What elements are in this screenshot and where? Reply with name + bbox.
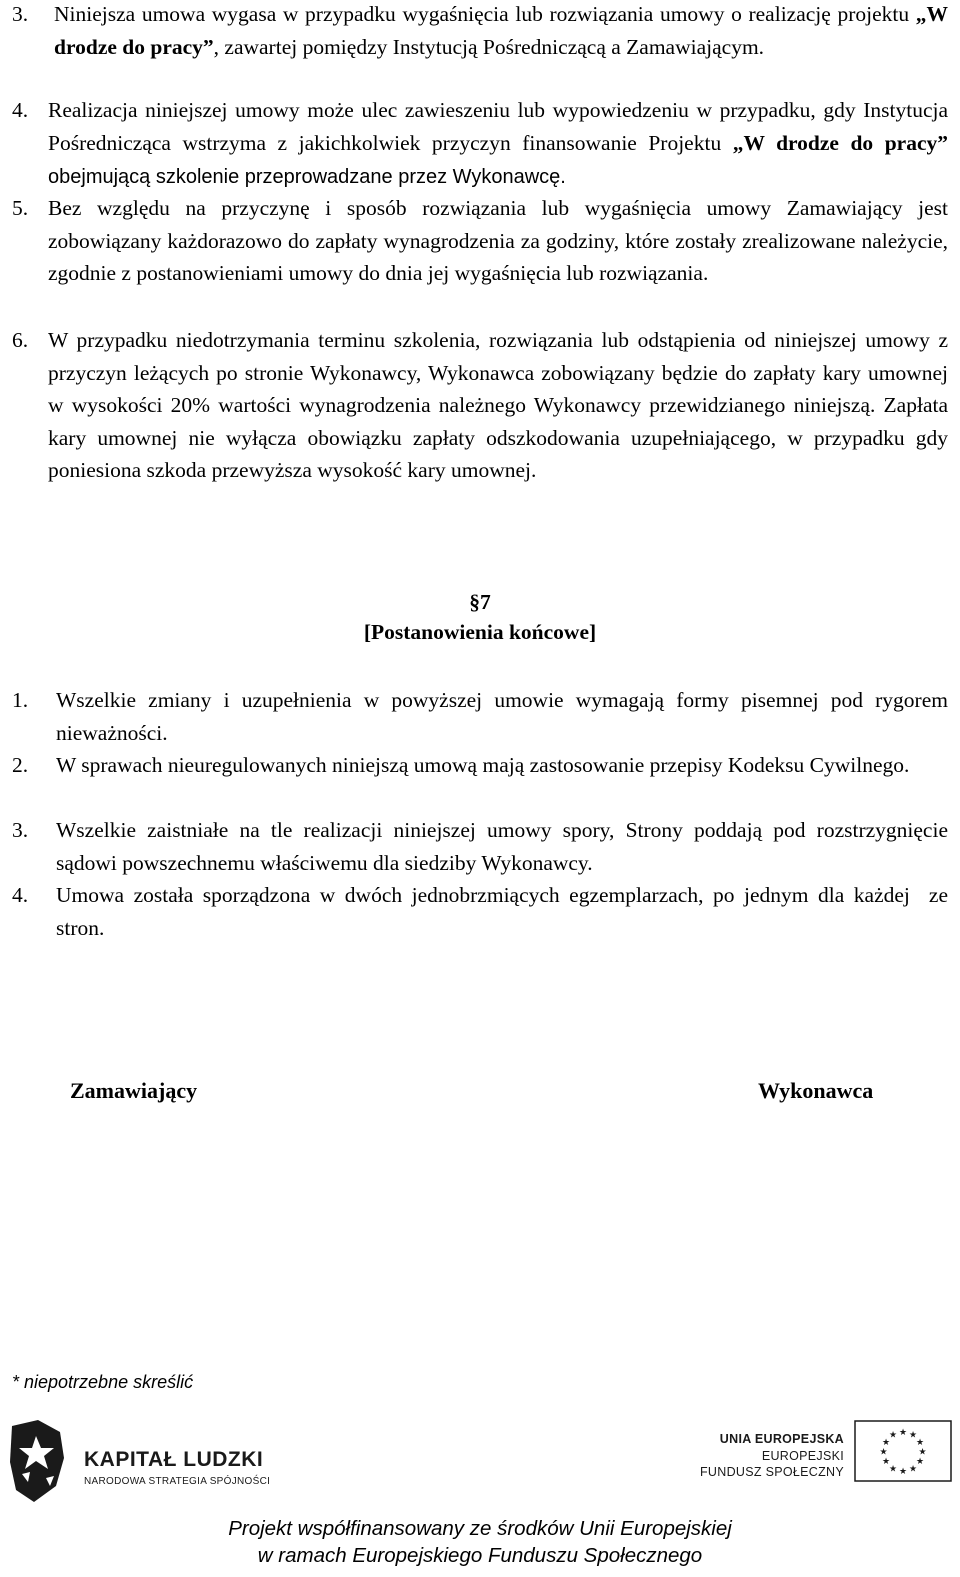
project-name: „W drodze do pracy” — [732, 130, 948, 155]
svg-text:★: ★ — [908, 1464, 918, 1475]
kapital-ludzki-subtitle: NARODOWA STRATEGIA SPÓJNOŚCI — [84, 1476, 271, 1487]
clause-number: 3. — [12, 2, 29, 26]
clause-number: 4. — [12, 883, 29, 907]
svg-text:★: ★ — [888, 1430, 898, 1441]
signature-contractor: Wykonawca — [758, 1078, 874, 1103]
project-name: „W drodze do pracy” — [54, 2, 948, 59]
final-provision-1 — [12, 684, 948, 749]
svg-text:★: ★ — [898, 1428, 908, 1438]
clause-item-5 — [12, 192, 948, 290]
svg-text:★: ★ — [908, 1430, 918, 1441]
section-number: §7 — [469, 590, 491, 614]
svg-text:★: ★ — [915, 1457, 925, 1467]
clause-number: 3. — [12, 818, 29, 842]
section-title: [Postanowienia końcowe] — [363, 620, 597, 644]
eu-union-label: UNIA EUROPEJSKA — [719, 1432, 844, 1446]
clause-text: Wszelkie zmiany i uzupełnienia w powyższej umowie wymagają formy pisemnej pod rygorem nieważności. — [56, 688, 948, 745]
svg-text:★: ★ — [881, 1457, 891, 1467]
svg-text:★: ★ — [879, 1447, 888, 1458]
clause-item-6 — [12, 324, 948, 487]
kapital-ludzki-icon — [8, 1418, 70, 1504]
clause-text: Wszelkie zaistniałe na tle realizacji niniejszej umowy spory, Strony poddają pod rozstrzygnięcie sądowi powszechnemu właściwemu dla siedziby Wykonawcy. — [56, 818, 948, 875]
eu-fund-label-1: EUROPEJSKI — [761, 1449, 844, 1463]
footer-line-1: Projekt współfinansowany ze środków Unii Europejskiej — [228, 1517, 732, 1540]
svg-text:★: ★ — [881, 1438, 891, 1448]
svg-text:★: ★ — [898, 1467, 908, 1477]
clause-text: Realizacja niniejszej umowy może ulec zawieszeniu lub wypowiedzeniu w przypadku, gdy Instytucja Pośrednicząca wstrzyma z jakichkolwiek przyczyn finansowanie Projektu „W drodze do pracy” obejmującą szkolenie przeprowadzane przez Wykonawcę. — [48, 98, 948, 188]
clause-number: 5. — [12, 196, 29, 220]
kapital-ludzki-title: KAPITAŁ LUDZKI — [84, 1448, 264, 1471]
final-provision-4 — [12, 879, 954, 944]
clause-text: Niniejsza umowa wygasa w przypadku wygaśnięcia lub rozwiązania umowy o realizację projektu „W drodze do pracy”, zawartej pomiędzy Instytucją Pośredniczącą a Zamawiającym. — [54, 2, 948, 59]
eu-fund-label-2: FUNDUSZ SPOŁECZNY — [699, 1465, 844, 1479]
footer-line-2: w ramach Europejskiego Funduszu Społecznego — [257, 1544, 703, 1567]
clause-text: Umowa została sporządzona w dwóch jednobrzmiących egzemplarzach, po jednym dla każdej ze stron. — [56, 883, 954, 940]
clause-text: W przypadku niedotrzymania terminu szkolenia, rozwiązania lub odstąpienia od niniejszej umowy z przyczyn leżących po stronie Wykonawcy, Wykonawca zobowiązany będzie do zapłaty kary umownej w wysokości 20% wartości wynagrodzenia należnego Wykonawcy przewidzianego niniejszą. Zapłata kary umownej nie wyłącza obowiązku zapłaty odszkodowania uzupełniającego, w przypadku gdy poniesiona szkoda przewyższa wysokość kary umownej. — [48, 328, 948, 482]
eu-logo — [699, 1418, 952, 1488]
svg-text:★: ★ — [918, 1447, 927, 1458]
final-provision-3 — [12, 814, 948, 879]
clause-number: 1. — [12, 688, 29, 712]
svg-text:★: ★ — [888, 1464, 898, 1475]
clause-item-4 — [12, 94, 948, 194]
clause-text: Bez względu na przyczynę i sposób rozwiązania lub wygaśnięcia umowy Zamawiający jest zobowiązany każdorazowo do zapłaty wynagrodzenia za godziny, które zostały zrealizowane należycie, zgodnie z postanowieniami umowy do dnia jej wygaśnięcia lub rozwiązania. — [48, 196, 948, 285]
clause-number: 6. — [12, 328, 29, 352]
kapital-ludzki-logo — [8, 1418, 271, 1506]
final-provision-2 — [12, 749, 948, 782]
clause-text: W sprawach nieuregulowanych niniejszą umową mają zastosowanie przepisy Kodeksu Cywilnego. — [56, 753, 910, 777]
footnote: * niepotrzebne skreślić — [12, 1372, 194, 1392]
clause-number: 4. — [12, 98, 29, 122]
eu-flag-icon — [854, 1420, 952, 1482]
clause-number: 2. — [12, 753, 29, 777]
svg-text:★: ★ — [915, 1438, 925, 1448]
signature-client: Zamawiający — [70, 1078, 198, 1103]
clause-item-3 — [12, 0, 948, 63]
